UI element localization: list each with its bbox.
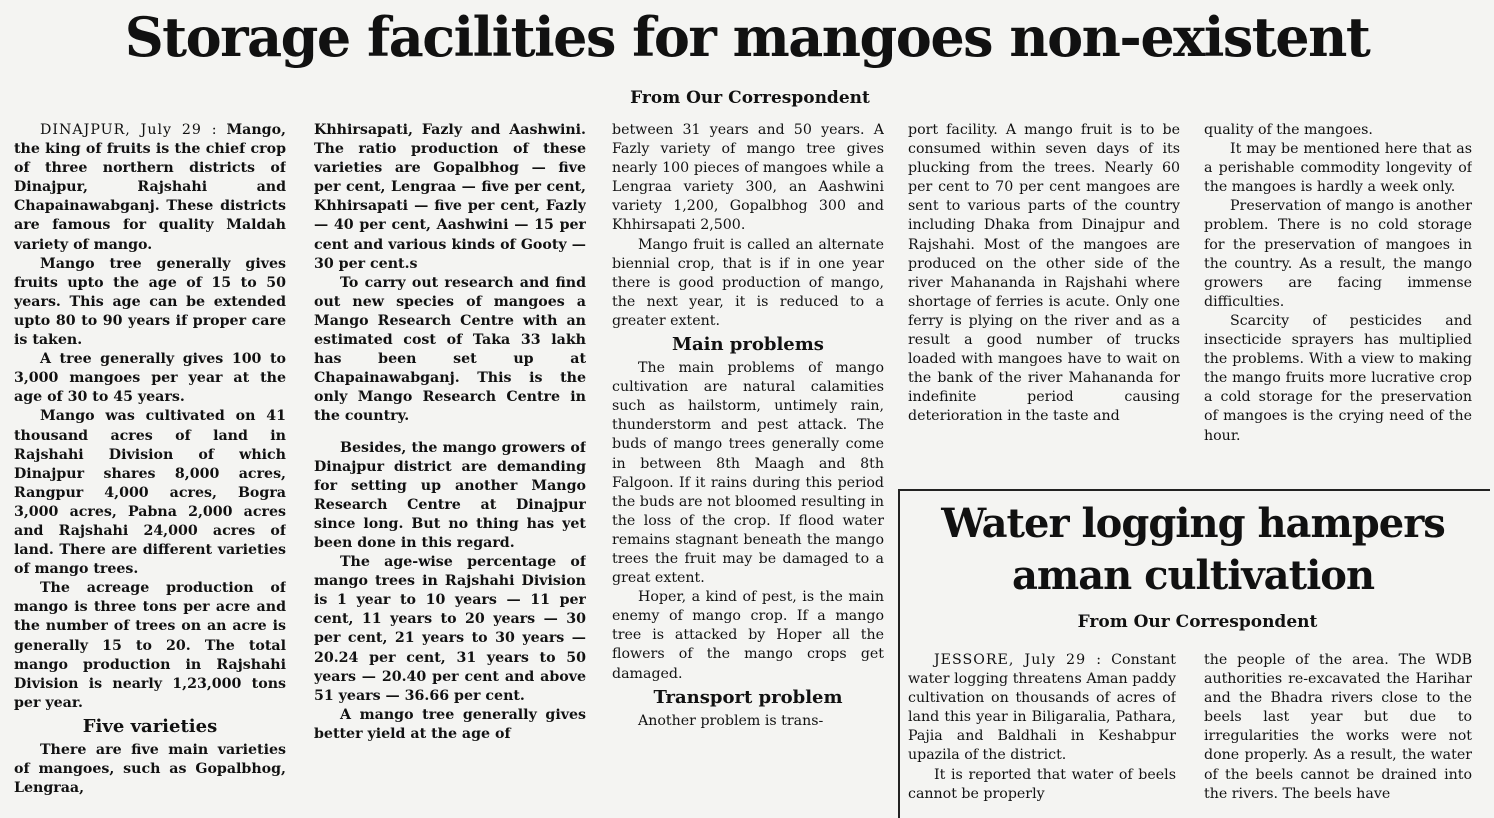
paragraph: The main problems of mango cultivation are natural calamities such as hailstorm, untimely rain, thunderstorm and pest attack. The buds of mango trees generally come in between 8th Maagh and 8th Falgoon. If it rains during this period the buds are not bloomed resulting in the loss of the crop. If flood water remains stagnant beneath the mango trees the fruit may be damaged to a great extent.	[612, 360, 884, 587]
paragraph: port facility. A mango fruit is to be consumed within seven days of its plucking from the trees. Nearly 60 per cent to 70 per cent mangoes are sent to various parts of the country including Dhaka from Dinajpur and Rajshahi. Most of the mangoes are produced on the other side of the river Mahananda in Rajshahi where shortage of ferries is acute. Only one ferry is plying on the river and as a result a good number of trucks loaded with mangoes have to wait on the bank of the river Mahananda for indefinite period causing deterioration in the taste and	[908, 122, 1180, 425]
paragraph: Preservation of mango is another problem. There is no cold storage for the preservation of mangoes in the country. As a result, the mango growers are facing immense difficulties.	[1204, 198, 1472, 310]
article-column-1	[908, 651, 1176, 818]
paragraph: The acreage production of mango is three tons per acre and the number of trees on an acre is generally 15 to 20. The total mango production in Rajshahi Division is nearly 1,23,000 tons per year.	[14, 580, 286, 711]
subheading: Main problems	[672, 334, 824, 356]
article-headline: Storage facilities for mangoes non-existent	[124, 5, 1370, 69]
lead-text: Constant water logging threatens Aman paddy cultivation on thousands of acres of land this year in Biligaralia, Pathara, Pajia and Baldhali in Keshabpur upazila of the district.	[908, 652, 1176, 764]
paragraph: It is reported that water of beels cannot be properly	[908, 766, 1176, 802]
paragraph: Scarcity of pesticides and insecticide sprayers has multiplied the problems. With a view to making the mango fruits more lucrative crop a cold storage for the preservation of mangoes is the crying need of the hour.	[1204, 312, 1472, 444]
article-byline: From Our Correspondent	[630, 88, 870, 108]
article-column-2	[314, 121, 586, 818]
dateline: JESSORE, July 29 :	[934, 652, 1103, 668]
article-column-4	[908, 121, 1180, 485]
paragraph: A mango tree generally gives better yield at the age of	[314, 706, 586, 742]
article-byline: From Our Correspondent	[1077, 612, 1318, 632]
lead-text: Mango, the king of fruits is the chief crop of three northern districts of Dinajpur, Rajshahi and Chapainawabganj. These districts are famous for quality Maldah variety of mango.	[14, 122, 286, 253]
subheading: Five varieties	[82, 715, 218, 737]
paragraph	[14, 121, 286, 255]
article-column-1	[14, 121, 286, 818]
paragraph: Khhirsapati, Fazly and Aashwini. The ratio production of these varieties are Gopalbhog — five per cent, Lengraa — five per cent, Khhirsapati — five per cent, Fazly — 40 per cent, Aashwini — 15 per cent and various kinds of Gooty — 30 per cent.s	[314, 122, 586, 272]
paragraph: Besides, the mango growers of Dinajpur district are demanding for setting up another Mango Research Centre at Dinajpur since long. But no thing has yet been done in this regard.	[314, 439, 586, 551]
paragraph: Mango tree generally gives fruits upto the age of 15 to 50 years. This age can be extended upto 80 to 90 years if proper care is taken.	[14, 255, 286, 349]
paragraph	[908, 651, 1176, 766]
paragraph: There are five main varieties of mangoes, such as Gopalbhog, Lengraa,	[14, 741, 286, 797]
paragraph: It may be mentioned here that as a perishable commodity longevity of the mangoes is hardly a week only.	[1204, 141, 1472, 196]
paragraph: Mango fruit is called an alternate biennial crop, that is if in one year there is good production of mango, the next year, it is reduced to a greater extent.	[612, 236, 884, 329]
paragraph: Mango was cultivated on 41 thousand acres of land in Rajshahi Division of which Dinajpur shares 8,000 acres, Rangpur 4,000 acres, Bogra 3,000 acres, Pabna 2,000 acres and Rajshahi 24,000 acres of land. There are different varieties of mango trees.	[14, 408, 286, 578]
paragraph: Hoper, a kind of pest, is the main enemy of mango crop. If a mango tree is attacked by Hoper all the flowers of the mango crops get damaged.	[612, 589, 884, 682]
article-column-5	[1204, 121, 1472, 485]
paragraph: Another problem is trans-	[638, 712, 824, 729]
paragraph: The age-wise percentage of mango trees in Rajshahi Division is 1 year to 10 years — 11 per cent, 11 years to 20 years — 30 per cent, 21 years to 30 years — 20.24 per cent, 31 years to 50 years — 20.40 per cent and above 51 years — 36.66 per cent.	[314, 554, 586, 704]
paragraph: A tree generally gives 100 to 3,000 mangoes per year at the age of 30 to 45 years.	[14, 351, 286, 406]
paragraph: quality of the mangoes.	[1204, 122, 1373, 138]
dateline: DINAJPUR, July 29 :	[40, 122, 218, 138]
article-column-2	[1204, 651, 1472, 818]
article-column-3	[612, 121, 884, 818]
subheading: Transport problem	[653, 686, 843, 708]
paragraph: the people of the area. The WDB authorities re-excavated the Harihar and the Bhadra rivers close to the beels last year but due to irregularities the works were not done properly. As a result, the water of the beels cannot be drained into the rivers. The beels have	[1204, 652, 1472, 802]
paragraph: To carry out research and find out new species of mangoes a Mango Research Centre with an estimated cost of Taka 33 lakh has been set up at Chapainawabganj. This is the only Mango Research Centre in the country.	[314, 274, 586, 425]
paragraph: between 31 years and 50 years. A Fazly variety of mango tree gives nearly 100 pieces of mangoes while a Lengraa variety 300, an Aashwini variety 1,200, Gopalbhog 300 and Khhirsapati 2,500.	[612, 122, 884, 234]
article-headline: Water logging hampers aman cultivation	[941, 500, 1445, 599]
